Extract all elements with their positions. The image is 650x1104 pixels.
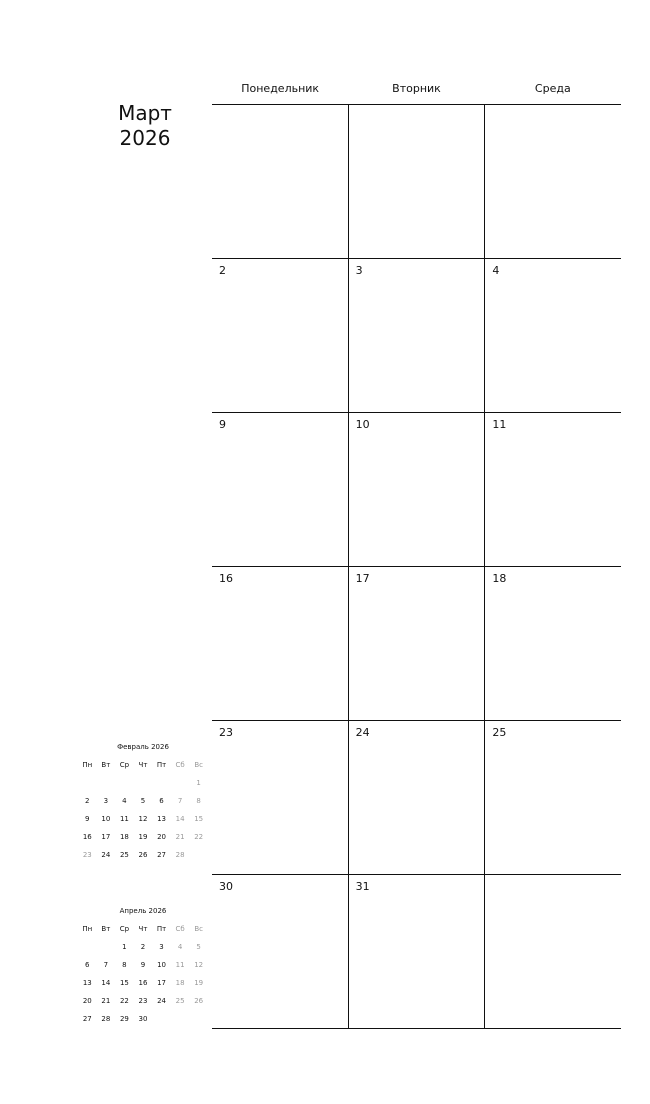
- day-number: 10: [355, 418, 370, 431]
- mini-day: 14: [175, 815, 185, 823]
- mini-day: 13: [82, 979, 92, 987]
- day-number: 4: [492, 264, 500, 277]
- mini-week: [78, 956, 208, 974]
- day-cell[interactable]: [212, 875, 349, 1028]
- mini-day: 15: [119, 979, 129, 987]
- mini-day: [97, 938, 116, 956]
- mini-dow: Чт: [138, 925, 148, 933]
- mini-day: [78, 938, 97, 956]
- year: 2026: [119, 126, 171, 150]
- day-number: 25: [492, 726, 507, 739]
- mini-week: [78, 938, 208, 956]
- mini-dow: Вт: [101, 761, 111, 769]
- mini-dow: Пн: [82, 925, 93, 933]
- mini-day: 20: [82, 997, 92, 1005]
- mini-calendar-february: [78, 741, 208, 864]
- mini-day: 20: [157, 833, 166, 841]
- mini-day: 7: [103, 961, 109, 969]
- mini-week: [78, 828, 208, 846]
- mini-day: 30: [138, 1015, 148, 1023]
- mini-day: 21: [101, 997, 111, 1005]
- mini-day: 28: [175, 851, 185, 859]
- mini-day: 27: [82, 1015, 92, 1023]
- mini-dow: Чт: [138, 761, 148, 769]
- mini-day: 2: [85, 797, 90, 805]
- weekday-label: Понедельник: [241, 82, 320, 95]
- day-cell[interactable]: [212, 105, 349, 258]
- mini-day: 3: [159, 943, 164, 951]
- mini-day: 25: [119, 851, 129, 859]
- mini-day: [134, 774, 153, 792]
- mini-day: [152, 1010, 171, 1028]
- mini-day: [189, 1010, 208, 1028]
- month-name: Март: [118, 101, 172, 125]
- mini-day: 21: [175, 833, 185, 841]
- day-cell[interactable]: [349, 413, 486, 566]
- day-number: 18: [492, 572, 507, 585]
- mini-day: 22: [194, 833, 204, 841]
- mini-day: 22: [119, 997, 129, 1005]
- day-number: 2: [219, 264, 226, 277]
- week-row: [212, 875, 621, 1029]
- mini-day: 24: [101, 851, 111, 859]
- week-row: [212, 567, 621, 721]
- mini-calendar-weekdays: [78, 758, 208, 772]
- mini-day: 12: [194, 961, 204, 969]
- mini-day: 24: [157, 997, 166, 1005]
- mini-day: 9: [85, 815, 90, 823]
- mini-dow: Сб: [175, 925, 185, 933]
- mini-day: 13: [157, 815, 166, 823]
- mini-day: 12: [138, 815, 148, 823]
- week-row: [212, 413, 621, 567]
- week-row: [212, 105, 621, 259]
- day-number: 9: [219, 418, 226, 431]
- day-number: 11: [492, 418, 507, 431]
- mini-day: 18: [119, 833, 129, 841]
- day-cell[interactable]: [349, 875, 486, 1028]
- mini-week: [78, 974, 208, 992]
- day-cell[interactable]: [212, 567, 349, 720]
- day-number: 30: [219, 880, 233, 893]
- mini-day: 25: [175, 997, 185, 1005]
- mini-dow: Вс: [194, 925, 203, 933]
- mini-day: [152, 774, 171, 792]
- page-title: [100, 101, 190, 151]
- mini-day: 17: [157, 979, 166, 987]
- mini-day: 26: [194, 997, 204, 1005]
- mini-day: 19: [194, 979, 204, 987]
- mini-calendar-weekdays: [78, 922, 208, 936]
- mini-week: [78, 810, 208, 828]
- day-cell[interactable]: [349, 259, 486, 412]
- day-cell[interactable]: [485, 259, 621, 412]
- mini-day: 15: [194, 815, 204, 823]
- mini-day: 1: [122, 943, 127, 951]
- mini-day: 3: [103, 797, 109, 805]
- mini-day: 11: [119, 815, 129, 823]
- mini-day: 29: [119, 1015, 129, 1023]
- mini-calendar-title: Февраль 2026: [117, 743, 169, 751]
- mini-dow: Ср: [119, 761, 130, 769]
- day-number: 3: [355, 264, 363, 277]
- mini-day: 8: [122, 961, 127, 969]
- day-cell[interactable]: [212, 721, 349, 874]
- weekday-header: [212, 74, 621, 105]
- mini-day: 27: [157, 851, 166, 859]
- mini-day: 4: [177, 943, 183, 951]
- mini-day: 19: [138, 833, 148, 841]
- mini-day: [171, 1010, 190, 1028]
- mini-week: [78, 992, 208, 1010]
- mini-day: 9: [140, 961, 146, 969]
- mini-day: 6: [159, 797, 164, 805]
- week-row: [212, 721, 621, 875]
- mini-week: [78, 1010, 208, 1028]
- day-cell[interactable]: [349, 721, 486, 874]
- mini-day: 16: [82, 833, 92, 841]
- day-cell[interactable]: [349, 567, 486, 720]
- mini-day: 17: [101, 833, 111, 841]
- mini-day: [189, 846, 208, 864]
- mini-day: 16: [138, 979, 148, 987]
- mini-day: 14: [101, 979, 111, 987]
- mini-day: 26: [138, 851, 148, 859]
- mini-day: 18: [175, 979, 185, 987]
- mini-day: 7: [177, 797, 183, 805]
- mini-day: 28: [101, 1015, 111, 1023]
- mini-day: [171, 774, 190, 792]
- mini-day: [115, 774, 134, 792]
- mini-day: 2: [140, 943, 146, 951]
- mini-day: 1: [196, 779, 201, 787]
- day-number: 31: [355, 880, 370, 893]
- day-cell[interactable]: [485, 567, 621, 720]
- mini-dow: Пн: [82, 761, 93, 769]
- day-cell[interactable]: [485, 721, 621, 874]
- mini-day: 11: [175, 961, 185, 969]
- mini-week: [78, 774, 208, 792]
- day-cell[interactable]: [212, 259, 349, 412]
- day-number: 17: [355, 572, 370, 585]
- mini-day: 8: [196, 797, 201, 805]
- mini-week: [78, 792, 208, 810]
- day-number: 23: [219, 726, 233, 739]
- mini-dow: Ср: [119, 925, 130, 933]
- mini-dow: Пт: [156, 761, 167, 769]
- mini-day: 10: [157, 961, 166, 969]
- mini-calendar-title: Апрель 2026: [119, 907, 167, 915]
- day-cell[interactable]: [212, 413, 349, 566]
- weekday-label: Вторник: [392, 82, 441, 95]
- mini-day: 6: [85, 961, 90, 969]
- weekday-label: Среда: [534, 82, 571, 95]
- calendar-grid: [212, 74, 621, 1029]
- day-number: 16: [219, 572, 233, 585]
- mini-day: [97, 774, 116, 792]
- day-cell[interactable]: [349, 105, 486, 258]
- mini-dow: Вс: [194, 761, 203, 769]
- mini-day: 4: [122, 797, 127, 805]
- mini-week: [78, 846, 208, 864]
- mini-day: 10: [101, 815, 111, 823]
- mini-day: 5: [196, 943, 201, 951]
- week-row: [212, 259, 621, 413]
- mini-dow: Сб: [175, 761, 185, 769]
- day-cell[interactable]: [485, 413, 621, 566]
- mini-day: [78, 774, 97, 792]
- mini-day: 23: [82, 851, 92, 859]
- mini-dow: Вт: [101, 925, 111, 933]
- mini-day: 23: [138, 997, 148, 1005]
- mini-day: 5: [140, 797, 146, 805]
- mini-calendar-april: [78, 905, 208, 1028]
- day-cell[interactable]: [485, 875, 621, 1028]
- day-cell[interactable]: [485, 105, 621, 258]
- mini-dow: Пт: [156, 925, 167, 933]
- day-number: 24: [355, 726, 370, 739]
